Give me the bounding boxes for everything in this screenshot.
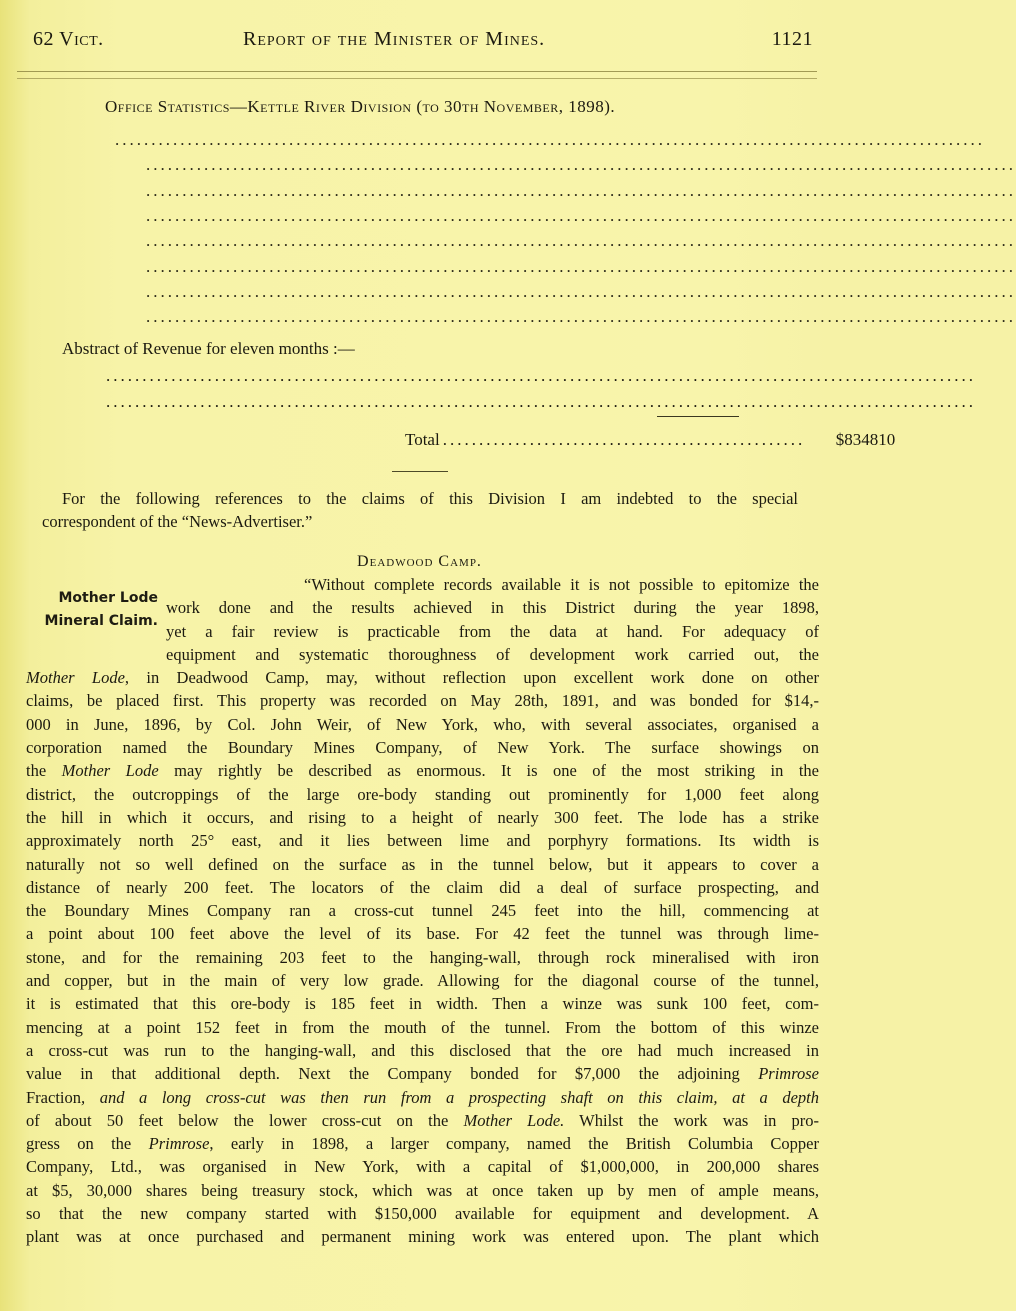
intro-paragraph bbox=[42, 487, 798, 534]
header-title: Report of the Minister of Mines. bbox=[243, 28, 546, 50]
revenue-total-row bbox=[405, 430, 896, 454]
text-line: mencing at a point 152 feet in from the mouth of the tunnel. From the bottom of this winze bbox=[26, 1017, 819, 1037]
text-line: stone, and for the remaining 203 feet to the hanging-wall, through rock mineralised with iron bbox=[26, 947, 819, 967]
margin-note-line: Mineral Claim. bbox=[44, 613, 158, 630]
stats-row bbox=[105, 155, 1016, 179]
leader-dots: ........................................................................................................................ bbox=[146, 180, 1016, 200]
leader-dots: ........................................................................................................................ bbox=[146, 205, 1016, 225]
text-line: corporation named the Boundary Mines Company, of New York. The surface showings on bbox=[26, 738, 819, 758]
stats-title: Office Statistics—Kettle River Division (to 30th November, 1898). bbox=[105, 97, 616, 116]
text-line: value in that additional depth. Next the Company bonded for $7,000 the adjoining Primrose bbox=[26, 1064, 819, 1084]
italic-name: Mother Lode. bbox=[463, 1110, 565, 1130]
page-number: 1121 bbox=[771, 28, 813, 50]
text-line: correspondent of the “News-Advertiser.” bbox=[42, 512, 313, 532]
text-line: the Mother Lode may rightly be described as enormous. It is one of the most striking in the bbox=[26, 761, 820, 781]
text-line: Mother Lode, in Deadwood Camp, may, without reflection upon excellent work done on other bbox=[26, 668, 819, 688]
text-line: 000 in June, 1896, by Col. John Weir, of New York, who, with several associates, organised a bbox=[26, 714, 819, 734]
stats-row bbox=[105, 231, 1016, 255]
revenue-row bbox=[103, 392, 976, 416]
body-paragraph bbox=[26, 573, 819, 1249]
revenue-title: Abstract of Revenue for eleven months :— bbox=[62, 339, 355, 358]
text-line: a point about 100 feet above the level of its base. For 42 feet the tunnel was through lime- bbox=[26, 924, 819, 944]
stats-row bbox=[105, 130, 985, 154]
text-line: it is estimated that this ore-body is 185 feet in width. Then a winze was sunk 100 feet, com- bbox=[26, 994, 819, 1014]
italic-name: Mother Lode bbox=[61, 761, 159, 781]
stats-row bbox=[105, 256, 1016, 281]
text-line: claims, be placed first. This property was recorded on May 28th, 1891, and was bonded for $14,- bbox=[26, 691, 819, 711]
revenue-row bbox=[103, 366, 976, 390]
header-double-rule bbox=[17, 71, 817, 79]
leader-dots: ........................................................................................................................ bbox=[146, 231, 1016, 251]
total-label: Total bbox=[405, 430, 440, 449]
leader-dots: ........................................................................................................................ bbox=[106, 366, 976, 385]
text-line: gress on the Primrose, early in 1898, a larger company, named the British Columbia Copper bbox=[26, 1134, 819, 1154]
text-line: Fraction, and a long cross-cut was then run from a prospecting shaft on this claim, at a depth bbox=[26, 1087, 819, 1107]
stats-row bbox=[105, 281, 1016, 306]
text-line: equipment and systematic thoroughness of development work carried out, the bbox=[166, 644, 819, 664]
section-heading: Deadwood Camp. bbox=[357, 553, 482, 570]
leader-dots: ........................................................................................................................ bbox=[106, 392, 976, 411]
text-line: a cross-cut was run to the hanging-wall, and this disclosed that the ore had much increased in bbox=[26, 1040, 819, 1060]
text-line: at $5, 30,000 shares being treasury stock, which was at once taken up by men of ample means, bbox=[26, 1180, 819, 1200]
italic-name: , and a long cross-cut was then run from a prospecting shaft on this claim, at a depth bbox=[81, 1087, 819, 1107]
text-line: approximately north 25° east, and it lies between lime and porphyry formations. Its width is bbox=[26, 831, 819, 851]
stats-row bbox=[105, 205, 1016, 230]
leader-dots: ........................................................................................................................ bbox=[146, 256, 1016, 276]
leader-dots: ........................................................................................................................ bbox=[146, 307, 1016, 327]
text-line: For the following references to the claims of this Division I am indebted to the special bbox=[62, 489, 798, 508]
italic-name: Mother Lode bbox=[26, 668, 125, 688]
stats-row bbox=[105, 307, 1016, 331]
text-line: distance of nearly 200 feet. The locators of the claim did a deal of surface prospecting, and bbox=[26, 877, 819, 897]
text-line: so that the new company started with $150,000 available for equipment and development. A bbox=[26, 1204, 819, 1224]
leader-dots: ........................................................................................................................ bbox=[115, 130, 985, 149]
text-line: the hill in which it occurs, and rising to a height of nearly 300 feet. The lode has a strike bbox=[26, 807, 819, 827]
leader-dots: .................................................. bbox=[442, 430, 806, 449]
text-line: work done and the results achieved in this District during the year 1898, bbox=[166, 598, 819, 618]
italic-name: Primrose bbox=[758, 1064, 819, 1084]
section-divider bbox=[392, 471, 448, 472]
text-line: plant was at once purchased and permanent mining work was entered upon. The plant which bbox=[26, 1227, 819, 1247]
sum-rule bbox=[657, 416, 739, 417]
text-line: the Boundary Mines Company ran a cross-cut tunnel 245 feet into the hill, commencing at bbox=[26, 901, 819, 921]
leader-dots: ........................................................................................................................ bbox=[146, 155, 1016, 175]
italic-name: Primrose bbox=[148, 1134, 210, 1154]
text-line: naturally not so well defined on the surface as in the tunnel below, but it appears to cover a bbox=[26, 854, 819, 874]
leader-dots: ........................................................................................................................ bbox=[146, 281, 1016, 301]
stats-row bbox=[105, 180, 1016, 205]
text-line: Company, Ltd., was organised in New York, with a capital of $1,000,000, in 200,000 shares bbox=[26, 1157, 819, 1177]
margin-note-line: Mother Lode bbox=[58, 590, 158, 606]
total-cents: 10 bbox=[878, 430, 896, 449]
total-dollars: $8348 bbox=[835, 430, 879, 449]
running-header bbox=[33, 28, 813, 58]
header-regnal-year: 62 Vict. bbox=[33, 28, 104, 50]
text-line: district, the outcroppings of the large ore-body standing out prominently for 1,000 feet along bbox=[26, 784, 819, 804]
text-line: yet a fair review is practicable from the data at hand. For adequacy of bbox=[166, 621, 819, 641]
text-line: of about 50 feet below the lower cross-cut on the Mother Lode. Whilst the work was in pro- bbox=[26, 1110, 819, 1130]
text-line: “Without complete records available it is not possible to epitomize the bbox=[304, 575, 819, 594]
text-line: and copper, but in the main of very low grade. Allowing for the diagonal course of the tunnel, bbox=[26, 971, 819, 991]
